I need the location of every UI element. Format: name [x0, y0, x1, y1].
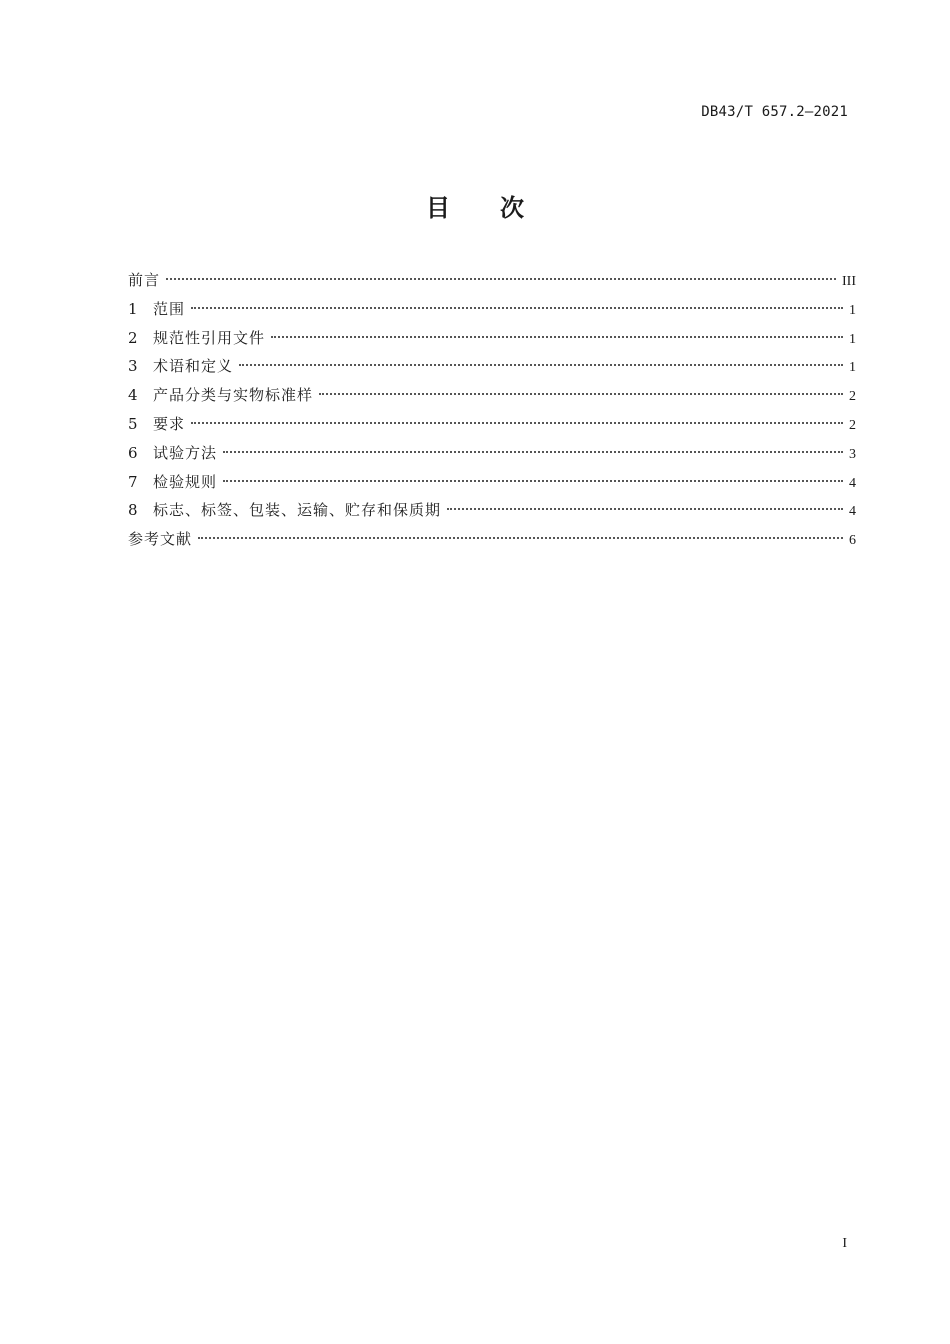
page-title — [0, 188, 950, 223]
toc-leader-dots — [198, 537, 843, 539]
toc-entry-page: 3 — [849, 446, 856, 462]
toc-leader-dots — [447, 508, 843, 510]
toc-leader-dots — [166, 278, 836, 280]
toc-entry-number: 2 — [128, 328, 138, 347]
standard-number: DB43/T 657.2—2021 — [701, 104, 848, 120]
toc-entry-page: 1 — [849, 331, 856, 347]
toc-entry-inspection-rules[interactable] — [128, 468, 856, 497]
toc-entry-page: 2 — [849, 389, 856, 405]
toc-entry-label: 术语和定义 — [153, 357, 234, 376]
toc-entry-foreword[interactable] — [128, 266, 856, 295]
toc-leader-dots — [223, 451, 843, 453]
toc-entry-label: 试验方法 — [153, 443, 218, 462]
title-char-1: 目 — [426, 194, 450, 222]
toc-entry-page: 6 — [849, 533, 856, 549]
toc-entry-number: 4 — [128, 386, 138, 405]
toc-entry-label: 参考文献 — [128, 530, 193, 549]
toc-entry-number: 3 — [128, 357, 138, 376]
toc-entry-page: 4 — [849, 504, 856, 520]
toc-entry-number: 5 — [128, 414, 138, 433]
toc-entry-label: 检验规则 — [153, 472, 218, 491]
toc-entry-normative-references[interactable] — [128, 324, 856, 353]
toc-leader-dots — [191, 422, 843, 424]
toc-leader-dots — [239, 364, 843, 366]
toc-entry-label: 规范性引用文件 — [153, 328, 266, 347]
toc-leader-dots — [191, 307, 843, 309]
toc-entry-terms-definitions[interactable] — [128, 352, 856, 381]
toc-entry-test-methods[interactable] — [128, 439, 856, 468]
toc-entry-page: 2 — [849, 417, 856, 433]
toc-entry-page: III — [842, 274, 856, 289]
toc-entry-label: 标志、标签、包装、运输、贮存和保质期 — [153, 501, 442, 520]
toc-entry-number: 8 — [128, 501, 138, 520]
toc-entry-requirements[interactable] — [128, 410, 856, 439]
title-char-2: 次 — [500, 194, 524, 222]
toc-entry-number: 1 — [128, 299, 138, 318]
toc-entry-label: 要求 — [153, 414, 186, 433]
toc-entry-marking-packaging[interactable] — [128, 496, 856, 525]
toc-entry-classification[interactable] — [128, 381, 856, 410]
toc-entry-label: 前言 — [128, 271, 161, 289]
toc-entry-bibliography[interactable] — [128, 525, 856, 554]
table-of-contents — [128, 266, 856, 554]
toc-leader-dots — [223, 480, 843, 482]
toc-entry-page: 4 — [849, 475, 856, 491]
page-number: I — [842, 1236, 847, 1251]
toc-entry-number: 6 — [128, 443, 138, 462]
toc-entry-page: 1 — [849, 360, 856, 376]
toc-entry-label: 产品分类与实物标准样 — [153, 386, 314, 405]
toc-entry-page: 1 — [849, 302, 856, 318]
toc-leader-dots — [271, 336, 843, 338]
toc-entry-scope[interactable] — [128, 295, 856, 324]
toc-leader-dots — [319, 393, 843, 395]
toc-entry-label: 范围 — [153, 299, 186, 318]
toc-entry-number: 7 — [128, 472, 138, 491]
